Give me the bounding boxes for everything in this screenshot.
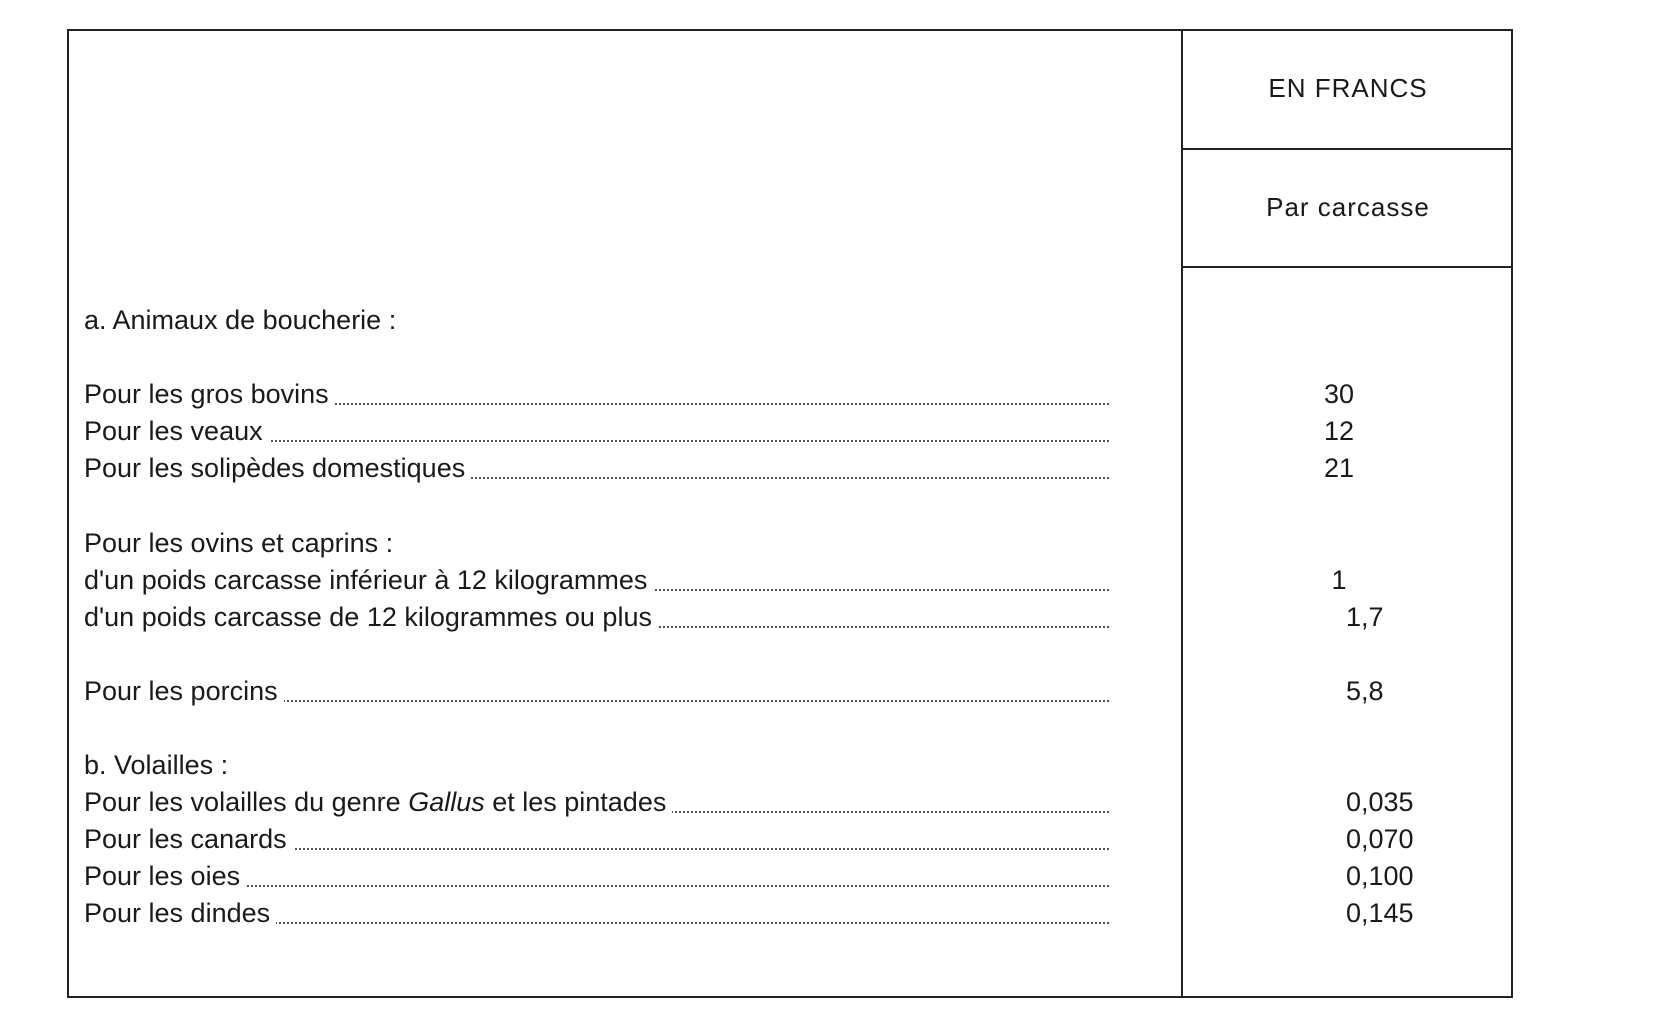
row-label: Pour les dindes	[84, 895, 276, 931]
header-separator	[1181, 266, 1513, 268]
row-label: Pour les oies	[84, 858, 246, 894]
table-row	[84, 562, 1347, 598]
row-value: 0,100	[1346, 861, 1414, 891]
table-row	[84, 821, 1414, 857]
section-a-title: a. Animaux de boucherie :	[84, 305, 397, 335]
row-label: Pour les canards	[84, 821, 293, 857]
row-value: 21	[1323, 453, 1355, 483]
row-value: 1	[1331, 565, 1347, 595]
table-row	[84, 784, 1414, 820]
table-row	[84, 376, 1355, 412]
table-row	[84, 673, 1384, 709]
row-value: 12	[1323, 416, 1355, 446]
row-label: Pour les gros bovins	[84, 376, 335, 412]
table-row	[84, 858, 1414, 894]
header-separator	[1181, 148, 1513, 150]
row-label: d'un poids carcasse inférieur à 12 kilogrammes	[84, 562, 653, 598]
table-row	[84, 450, 1355, 486]
row-label: Pour les solipèdes domestiques	[84, 450, 471, 486]
gallus-prefix: Pour les volailles du genre	[84, 787, 409, 817]
header-currency: EN FRANCS	[1268, 73, 1428, 103]
row-value: 0,145	[1346, 898, 1414, 928]
header-unit: Par carcasse	[1266, 192, 1430, 222]
row-value: 0,070	[1346, 824, 1414, 854]
row-value: 30	[1323, 379, 1355, 409]
row-label: d'un poids carcasse de 12 kilogrammes ou plus	[84, 599, 658, 635]
row-value: 5,8	[1346, 676, 1384, 706]
row-label	[84, 784, 672, 820]
section-b-title: b. Volailles :	[84, 750, 229, 780]
table-row	[84, 413, 1355, 449]
table-row	[84, 599, 1384, 635]
tariff-table	[67, 29, 1513, 998]
row-value: 0,035	[1346, 787, 1414, 817]
row-label: Pour les porcins	[84, 673, 284, 709]
row-value: 1,7	[1346, 602, 1384, 632]
ovins-title: Pour les ovins et caprins :	[84, 528, 394, 558]
row-label: Pour les veaux	[84, 413, 269, 449]
table-row	[84, 895, 1414, 931]
gallus-suffix: et les pintades	[484, 787, 667, 817]
gallus-genus: Gallus	[408, 787, 485, 817]
